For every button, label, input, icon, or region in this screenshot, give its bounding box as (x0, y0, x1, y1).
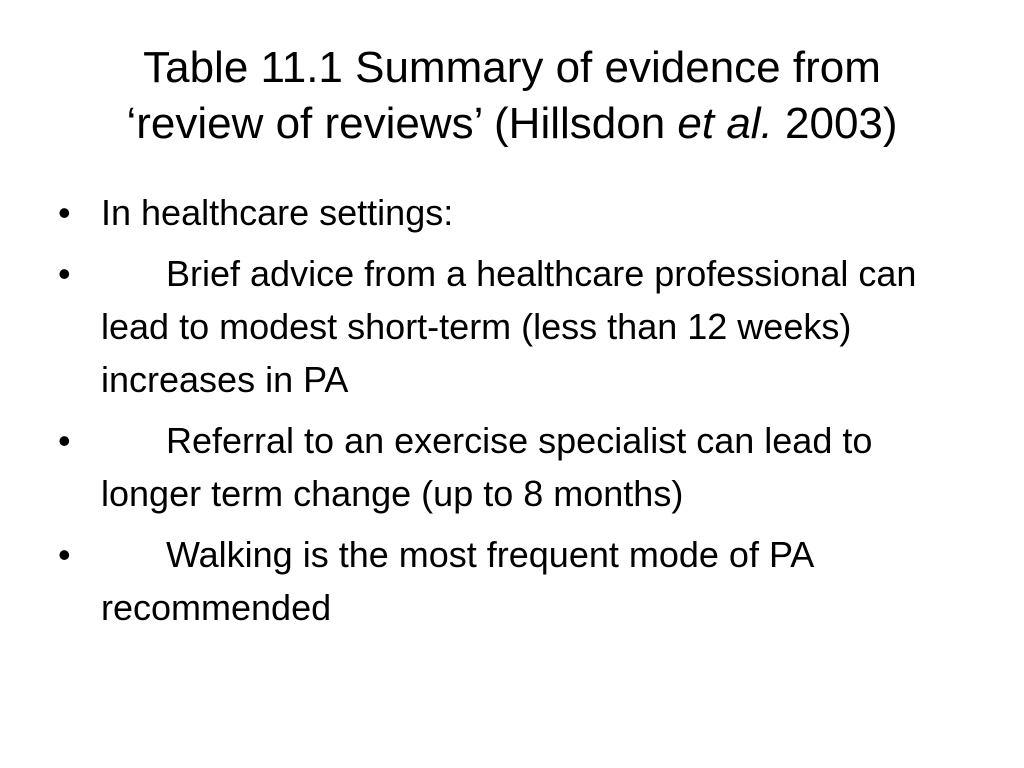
bullet-marker: • (58, 253, 71, 294)
title-line-2-start: ‘review of reviews’ (Hillsdon (126, 99, 678, 148)
bullet-marker: • (58, 534, 71, 575)
slide-title (40, 40, 984, 152)
bullet-item-healthcare-settings (58, 186, 978, 239)
bullet-text: Brief advice from a healthcare professional can lead to modest short-term (less than 12 weeks) increases in PA (101, 253, 917, 400)
bullet-marker: • (58, 420, 71, 461)
bullet-item-brief-advice (58, 247, 978, 406)
bullet-list (58, 186, 978, 642)
bullet-item-referral (58, 414, 978, 520)
bullet-text: Walking is the most frequent mode of PA recommended (101, 534, 813, 628)
bullet-text: In healthcare settings: (101, 192, 454, 233)
bullet-item-walking (58, 528, 978, 634)
bullet-marker: • (58, 192, 71, 233)
title-line-1: Table 11.1 Summary of evidence from (143, 43, 881, 92)
title-italic-et-al: et al. (677, 99, 773, 148)
bullet-text: Referral to an exercise specialist can lead to longer term change (up to 8 months) (101, 420, 873, 514)
title-line-2-end: 2003) (772, 99, 898, 148)
